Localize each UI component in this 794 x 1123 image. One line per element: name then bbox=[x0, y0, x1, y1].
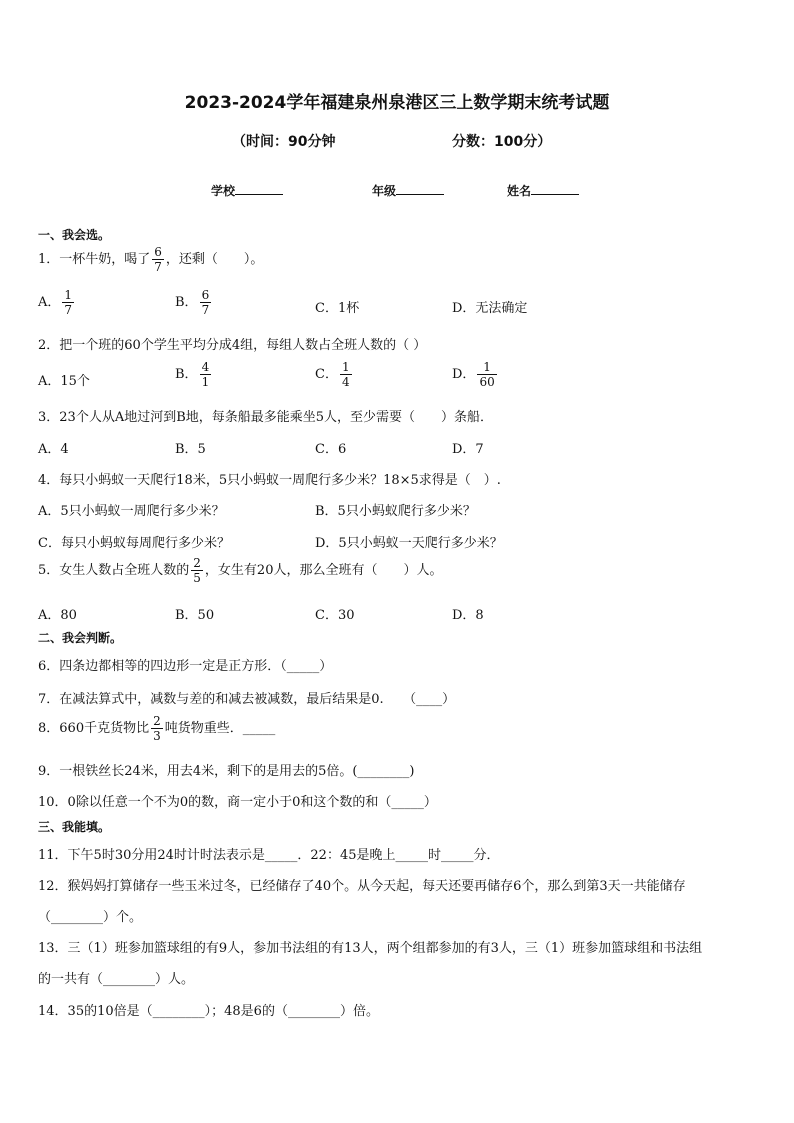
question-10: 10．0除以任意一个不为0的数，商一定小于0和这个数的和（_____） bbox=[38, 795, 437, 810]
q5-option-c[interactable]: C．30 bbox=[315, 608, 355, 623]
question-13-line-2: 的一共有（________）人。 bbox=[38, 972, 195, 987]
name-blank[interactable] bbox=[531, 183, 579, 195]
question-9: 9．一根铁丝长24米，用去4米，剩下的是用去的5倍。(________) bbox=[38, 764, 415, 779]
q4-option-a[interactable]: A．5只小蚂蚁一周爬行多少米？ bbox=[38, 504, 225, 519]
q5-option-d[interactable]: D．8 bbox=[452, 608, 484, 623]
q2-option-a[interactable]: A．15个 bbox=[38, 374, 90, 389]
grade-blank[interactable] bbox=[396, 183, 444, 195]
q1-stem: 1．一杯牛奶，喝了 bbox=[38, 252, 151, 267]
q8-stem-end: 吨货物重些．_____ bbox=[164, 721, 276, 736]
fraction: $\frac{1}{7}$ bbox=[64, 288, 73, 317]
section-heading-3: 三、我能填。 bbox=[38, 820, 111, 834]
question-3: 3．23个人从A地过河到B地，每条船最多能乘坐5人，至少需要（ ）条船． bbox=[38, 410, 494, 425]
q3-option-c[interactable]: C．6 bbox=[315, 442, 347, 457]
q2-option-b[interactable]: B． $\frac{4}{1}$ bbox=[175, 360, 210, 389]
fraction: $\frac{6}{7}$ bbox=[201, 288, 210, 317]
q3-option-d[interactable]: D．7 bbox=[452, 442, 484, 457]
q1-option-b[interactable]: B． $\frac{6}{7}$ bbox=[175, 288, 210, 317]
fraction: $\frac{1}{60}$ bbox=[479, 360, 495, 389]
fraction: $\frac{6}{7}$ bbox=[154, 245, 162, 274]
fraction: $\frac{1}{4}$ bbox=[341, 360, 350, 389]
section-heading-1: 一、我会选。 bbox=[38, 228, 111, 242]
q5-option-b[interactable]: B．50 bbox=[175, 608, 215, 623]
grade-label: 年级 bbox=[372, 184, 397, 198]
question-12-line-2: （________）个。 bbox=[38, 910, 143, 925]
name-field bbox=[507, 182, 579, 199]
school-field bbox=[211, 182, 283, 199]
fraction: $\frac{2}{5}$ bbox=[193, 556, 201, 585]
question-13-line-1: 13．三（1）班参加篮球组的有9人，参加书法组的有13人，两个组都参加的有3人，三（1）班参加篮球组和书法组 bbox=[38, 941, 703, 956]
question-7: 7．在减法算式中，减数与差的和减去被减数，最后结果是0. （____） bbox=[38, 692, 456, 707]
question-8 bbox=[38, 714, 275, 743]
q4-option-b[interactable]: B．5只小蚂蚁爬行多少米？ bbox=[315, 504, 476, 519]
question-5 bbox=[38, 556, 442, 585]
q1-option-a[interactable]: A． $\frac{1}{7}$ bbox=[38, 288, 73, 317]
question-2: 2．把一个班的60个学生平均分成4组，每组人数占全班人数的（ ） bbox=[38, 338, 427, 353]
school-label: 学校 bbox=[211, 184, 236, 198]
name-label: 姓名 bbox=[507, 184, 532, 198]
q1-option-d[interactable]: D．无法确定 bbox=[452, 301, 528, 316]
page-title: 2023-2024学年福建泉州泉港区三上数学期末统考试题 bbox=[184, 93, 610, 113]
section-heading-2: 二、我会判断。 bbox=[38, 631, 123, 645]
grade-field bbox=[372, 182, 444, 199]
q5-stem-end: ，女生有20人，那么全班有（ ）人。 bbox=[204, 563, 443, 578]
fraction: $\frac{2}{3}$ bbox=[153, 714, 161, 743]
time-label: （时间：90分钟 bbox=[232, 134, 336, 150]
question-4: 4．每只小蚂蚁一天爬行18米，5只小蚂蚁一周爬行多少米？18×5求得是（ ）. bbox=[38, 473, 501, 488]
q4-option-d[interactable]: D．5只小蚂蚁一天爬行多少米？ bbox=[315, 536, 503, 551]
q2-option-c[interactable]: C． $\frac{1}{4}$ bbox=[315, 360, 350, 389]
q5-option-a[interactable]: A．80 bbox=[38, 608, 77, 623]
score-label: 分数：100分） bbox=[452, 134, 552, 150]
question-12-line-1: 12．猴妈妈打算储存一些玉米过冬，已经储存了40个。从今天起，每天还要再储存6个，那么到第3天一共能储存 bbox=[38, 879, 686, 894]
fraction: $\frac{4}{1}$ bbox=[201, 360, 210, 389]
q1-stem-end: ，还剩（ ）。 bbox=[165, 252, 264, 267]
q8-stem: 8．660千克货物比 bbox=[38, 721, 150, 736]
q5-stem: 5．女生人数占全班人数的 bbox=[38, 563, 190, 578]
question-14: 14．35的10倍是（________）；48是6的（________）倍。 bbox=[38, 1004, 379, 1019]
q1-option-c[interactable]: C．1杯 bbox=[315, 301, 360, 316]
q3-option-a[interactable]: A．4 bbox=[38, 442, 69, 457]
question-6: 6．四条边都相等的四边形一定是正方形．（_____） bbox=[38, 659, 333, 674]
school-blank[interactable] bbox=[235, 183, 283, 195]
question-11: 11．下午5时30分用24时计时法表示是_____．22：45是晚上_____时_____分． bbox=[38, 848, 500, 863]
question-1 bbox=[38, 245, 263, 274]
q4-option-c[interactable]: C．每只小蚂蚁每周爬行多少米？ bbox=[38, 536, 230, 551]
q2-option-d[interactable]: D． $\frac{1}{60}$ bbox=[452, 360, 495, 389]
q3-option-b[interactable]: B．5 bbox=[175, 442, 206, 457]
